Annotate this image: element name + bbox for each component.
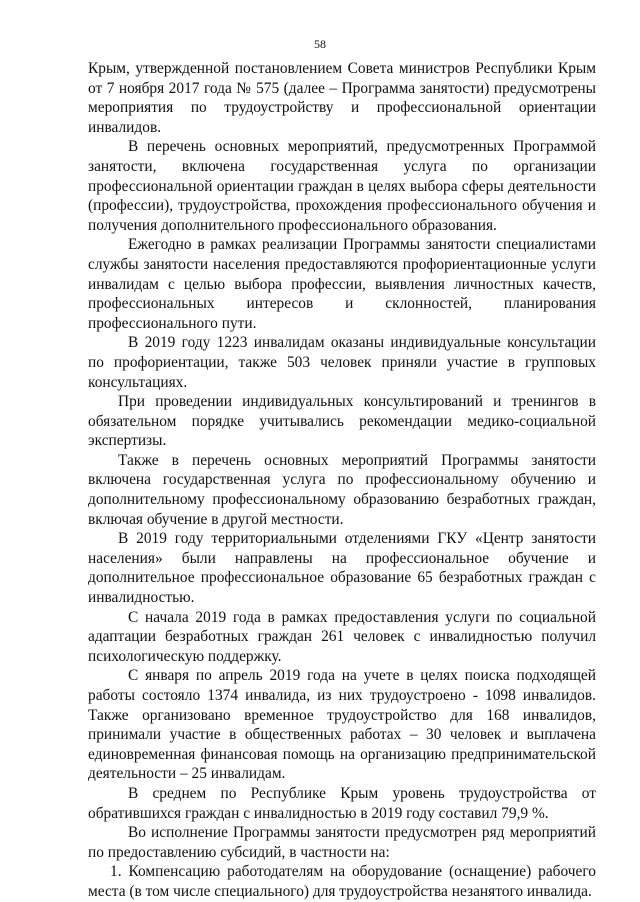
paragraph-subsidies: Во исполнение Программы занятости предусмотрен ряд мероприятий по предоставлению субсидий, в частности на: bbox=[88, 824, 596, 861]
paragraph-social-adaptation: С начала 2019 года в рамках предоставления услуги по социальной адаптации безработных граждан 261 человек с инвалидностью получил психологическую поддержку. bbox=[88, 608, 596, 665]
paragraph-job-search-stats: С января по апрель 2019 года на учете в целях поиска подходящей работы состояло 1374 инвалида, из них трудоустроено - 1098 инвалидов. Также организовано временное трудоустройство для 168 инвалидов, принимали участие в общественных работах – 30 человек и выплачена единовременная финансовая помощь на организацию предпринимательской деятельности – 25 инвалидам. bbox=[88, 667, 596, 783]
paragraph-continuation: Крым, утвержденной постановлением Совета министров Республики Крым от 7 ноября 2017 года № 575 (далее – Программа занятости) предусмотрены мероприятия по трудоустройству и профессиональной ориентации инвалидов. bbox=[88, 60, 596, 136]
paragraph-annual-services: Ежегодно в рамках реализации Программы занятости специалистами службы занятости населения предоставляются профориентационные услуги инвалидам с целью выбора профессии, выявления личностных качеств, профессиональных интересов и склонностей, планирования профессионального пути. bbox=[88, 236, 596, 332]
paragraph-employment-level: В среднем по Республике Крым уровень трудоустройства от обратившихся граждан с инвалидностью в 2019 году составил 79,9 %. bbox=[88, 784, 596, 822]
list-item-compensation: 1. Компенсацию работодателям на оборудование (оснащение) рабочего места (в том числе специального) для трудоустройства незанятого инвалида. bbox=[88, 863, 596, 900]
page-number: 58 bbox=[314, 37, 326, 51]
paragraph-main-activities: В перечень основных мероприятий, предусмотренных Программой занятости, включена государственная услуга по организации профессиональной ориентации граждан в целях выбора сферы деятельности (профессии), трудоустройства, прохождения профессионального обучения и получения дополнительного профессионального образования. bbox=[88, 138, 596, 234]
paragraph-consultations-2019: В 2019 году 1223 инвалидам оказаны индивидуальные консультации по профориентации, также 503 человек приняли участие в групповых консультациях. bbox=[88, 334, 596, 391]
paragraph-vocational-training: Также в перечень основных мероприятий Программы занятости включена государственная услуга по профессиональному обучению и дополнительному профессиональному образованию безработных граждан, включая обучение в другой местности. bbox=[88, 451, 596, 528]
paragraph-trainings: При проведении индивидуальных консультирований и тренингов в обязательном порядке учитывались рекомендации медико-социальной экспертизы. bbox=[88, 393, 596, 450]
paragraph-employment-center: В 2019 году территориальными отделениями ГКУ «Центр занятости населения» были направлены на профессиональное обучение и дополнительное профессиональное образование 65 безработных граждан с инвалидностью. bbox=[88, 530, 596, 607]
document-body bbox=[88, 59, 596, 902]
